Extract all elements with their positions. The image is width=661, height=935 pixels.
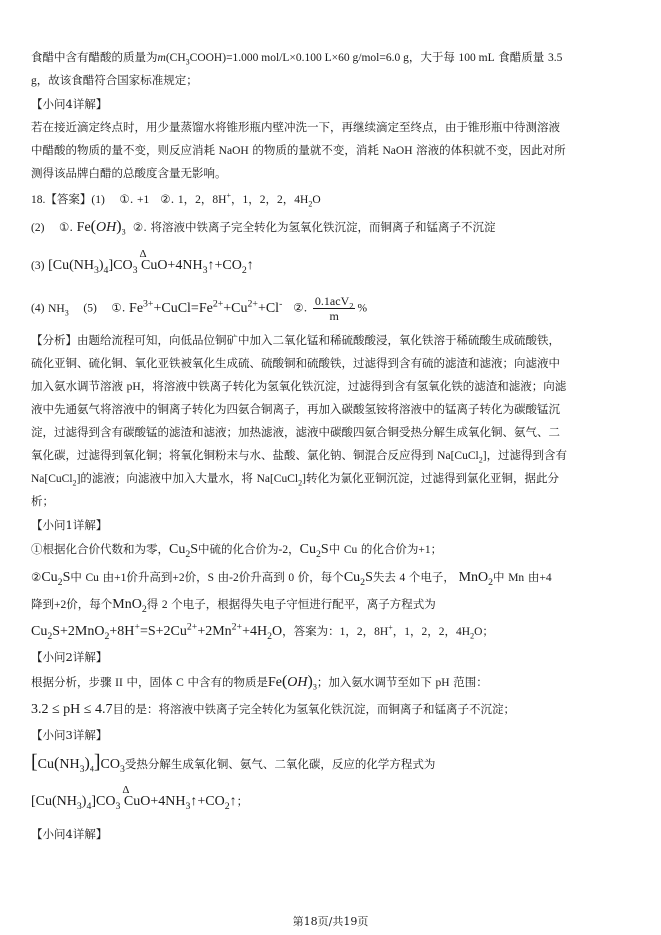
q3-line-2: $[Cu(NH_3)_4]CO_3$ Δ $CuO+4NH_3↑+CO_2↑$； [31,784,249,812]
analysis-line-8: 析； [31,494,54,508]
text-line-1: 食醋中含有醋酸的质量为$m(CH_3COOH)=1.000$ mol/L×0.100 L×60 g/mol=6.0 g，大于每 100 mL 食醋质量 3.5 [31,50,563,67]
q2-line-2: 3.2 ≤ pH ≤ 4.7目的是：将溶液中铁离子完全转化为氢氧化铁沉淀，而铜离子和锰离子不沉淀； [31,702,515,717]
section-heading: 【小问3详解】 [31,728,108,742]
q1-line-1: ①根据化合价代数和为零，$Cu_2S$中硫的化合价为-2，$Cu_2S$中 Cu 的化合价为+1； [31,542,443,560]
answer-line-2: (2) ①. $Fe(OH)_3$ ②. 将溶液中铁离子完全转化为氢氧化铁沉淀，而铜离子和锰离子不沉淀 [31,218,496,237]
analysis-line-4: 液中先通氨气将溶液中的铜离子转化为四氨合铜离子，再加入碳酸氢铵将溶液中的锰离子转化为碳酸锰沉 [31,402,560,416]
heat-symbol: Δ [122,784,130,796]
analysis-line-2: 硫化亚铜、硫化铜、氧化亚铁被氧化生成硫、硫酸铜和硫酸铁，过滤得到含有硫的滤渣和滤液；向滤液中 [31,356,560,370]
q1-line-2: $②Cu_2S$中 Cu 由+1价升高到+2价，S 由-2价升高到 0 价，每个$Cu_2S$失去 4 个电子， MnO$_2$中 Mn 由+4 [31,570,552,588]
section-heading: 【小问4详解】 [31,97,108,111]
text-line-4: 若在接近滴定终点时，用少量蒸馏水将锥形瓶内壁冲洗一下，再继续滴定至终点，由于锥形瓶中待测溶液 [31,120,560,134]
analysis-line-7: Na[CuCl$_2$]的滤液；向滤液中加入大量水，将 Na[CuCl$_2$]转化为氯化亚铜沉淀，过滤得到氯化亚铜，据此分 [31,471,559,488]
q1-line-3: 降到+2价，每个MnO$_2$得 2 个电子，根据得失电子守恒进行配平，离子方程式为 [31,597,436,615]
text-line-5: 中醋酸的物质的量不变，则反应消耗 NaOH 的物质的量就不变，消耗 NaOH 溶液的体积就不变，因此对所 [31,143,566,157]
fraction: $\frac{0.1acV_2}{m}$ [314,294,354,323]
text-line-2: g，故该食醋符合国家标准规定； [31,73,198,87]
analysis-line-1: 【分析】由题给流程可知，向低品位铜矿中加入二氧化锰和稀硫酸酸浸，氧化铁溶于稀硫酸生成硫酸铁， [31,333,560,347]
text-line-6: 测得该品牌白醋的总酸度含量无影响。 [31,166,227,180]
section-heading: 【小问1详解】 [31,518,108,532]
answer-line-1: 18.【答案】(1) ①. +1 ②. 1，2，8H+，1，2，2，$4H_2O$ [31,191,321,209]
answer-line-4: (4) $NH_3$ (5) ①. $Fe^{3+}+CuCl=Fe^{2+}+Cu^{2+}+Cl^-$ ②. $\frac{0.1acV_2}{m}$ % [31,294,368,323]
q2-line-1: 根据分析，步骤 II 中，固体 C 中含有的物质是$Fe(OH)_3$；加入氨水调节至如下 pH 范围： [31,673,488,692]
analysis-line-6: 氧化碳，过滤得到氧化铜；将氧化铜粉末与水、盐酸、氯化钠、铜混合反应得到 Na[CuCl$_2$]，过滤得到含有 [31,448,568,465]
section-heading: 【小问2详解】 [31,650,108,664]
analysis-line-5: 淀，过滤得到含有碳酸锰的滤渣和滤液；加热滤液，滤液中碳酸四氨合铜受热分解生成氧化铜、氨气、二 [31,425,560,439]
answer-line-3: (3) $[Cu(NH_3)_4]CO_3$ Δ $CuO+4NH_3↑+CO_2↑$ [31,248,254,276]
page-footer: 第18页/共19页 [292,915,369,928]
q1-line-4: $Cu_2S+2MnO_2+8H^+=S+2Cu^{2+}+2Mn^{2+}+4H_2O$，答案为：1，2，8H+，1，2，2，$4H_2O$； [31,621,494,642]
q3-line-1: $[Cu(NH_3)_4]CO_3$受热分解生成氧化铜、氨气、二氧化碳，反应的化学方程式为 [31,751,436,775]
heat-symbol: Δ [139,248,147,260]
analysis-line-3: 加入氨水调节溶液 pH，将溶液中铁离子转化为氢氧化铁沉淀，过滤得到含有氢氧化铁的滤渣和滤液；向滤 [31,379,567,393]
section-heading: 【小问4详解】 [31,827,108,841]
